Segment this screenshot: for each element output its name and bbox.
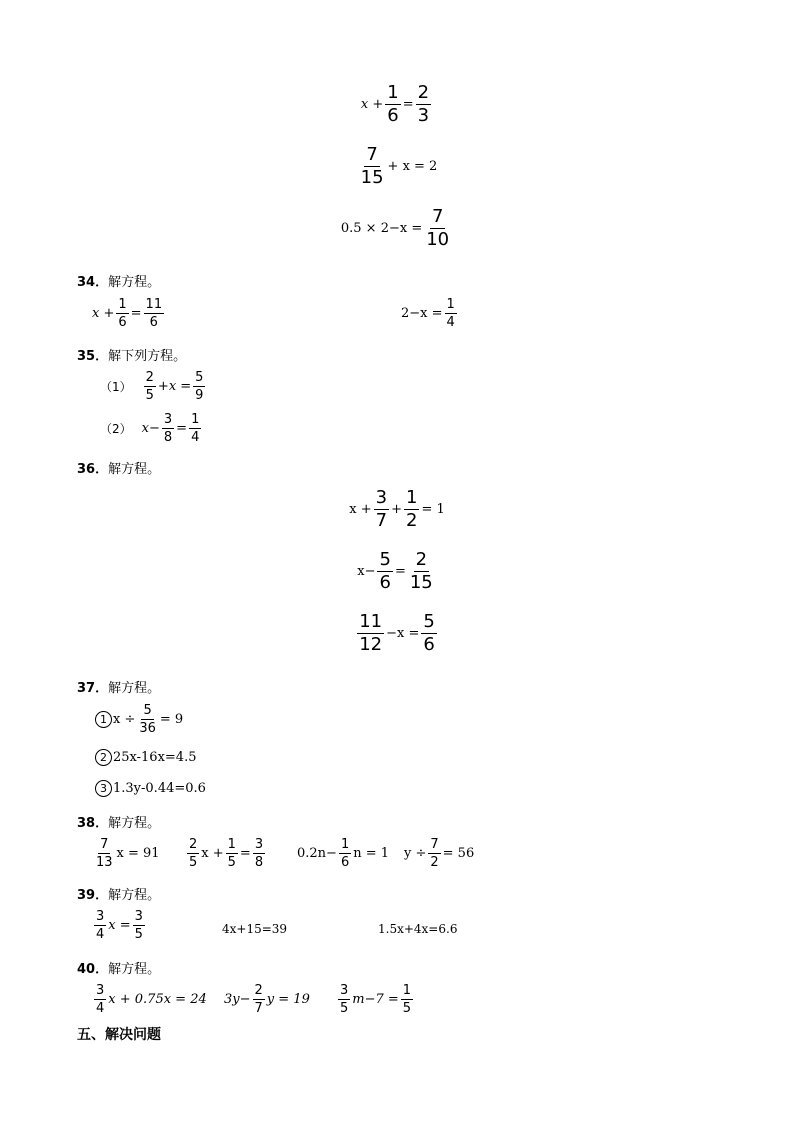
question-number: 36．	[77, 462, 109, 477]
fraction	[339, 838, 351, 869]
fraction	[424, 208, 451, 249]
numerator: 5	[195, 370, 204, 385]
numerator: 1	[340, 837, 350, 852]
equation-35-b	[100, 413, 203, 444]
fraction	[253, 838, 265, 869]
equation-text: m−7 =	[352, 992, 399, 1007]
numerator: 2	[254, 983, 263, 998]
numerator: 7	[431, 206, 444, 227]
fraction	[94, 838, 115, 869]
equation-39-a	[92, 910, 147, 941]
equation-36-c	[0, 613, 794, 654]
equation-text: =	[176, 421, 188, 436]
denominator: 10	[426, 229, 450, 250]
denominator: 4	[191, 430, 200, 445]
equation-top-2	[0, 146, 794, 187]
equation-text: x = 91	[116, 846, 160, 861]
fraction	[445, 298, 457, 329]
equation-text: 1.3y-0.44=0.6	[113, 781, 206, 796]
numerator: 1	[387, 82, 399, 103]
question-34-heading	[77, 271, 160, 290]
equation-34-a	[92, 298, 166, 329]
fraction	[94, 910, 106, 941]
denominator: 7	[375, 510, 388, 531]
equation-text: = 1	[421, 502, 445, 517]
equation-text: x +	[360, 97, 384, 112]
section-5-title: 五、解决问题	[77, 1027, 161, 1043]
question-number: 40．	[77, 962, 109, 977]
numerator: 7	[100, 837, 109, 852]
equation-text: 2−x =	[401, 306, 443, 321]
denominator: 6	[423, 634, 435, 655]
equation-40-a	[92, 984, 207, 1015]
numerator: 11	[145, 297, 163, 312]
fraction	[408, 551, 435, 592]
numerator: 3	[96, 909, 105, 924]
fraction	[374, 489, 389, 530]
denominator: 5	[227, 855, 236, 870]
denominator: 5	[340, 1001, 349, 1016]
question-title: 解方程。	[108, 888, 161, 903]
equation-text: x +	[349, 502, 372, 517]
question-number: 37．	[77, 681, 109, 696]
equation-text: =	[130, 306, 142, 321]
question-39-heading	[77, 884, 160, 903]
equation-text: y = 19	[266, 992, 310, 1007]
denominator: 15	[360, 167, 384, 188]
denominator: 2	[405, 510, 418, 531]
question-title: 解方程。	[108, 462, 161, 477]
equation-36-a	[0, 489, 794, 530]
numerator: 1	[402, 983, 412, 998]
numerator: 3	[254, 837, 264, 852]
question-number: 38．	[77, 816, 109, 831]
circled-number: 1	[95, 711, 112, 728]
fraction	[137, 704, 158, 735]
fraction	[226, 838, 238, 869]
question-title: 解方程。	[108, 816, 161, 831]
equation-37-c	[95, 780, 206, 797]
equation-39-b: 4x+15=39	[222, 922, 288, 936]
equation-37-b	[95, 749, 196, 766]
denominator: 6	[379, 572, 391, 593]
equation-text: =	[394, 564, 406, 579]
question-title: 解方程。	[108, 962, 161, 977]
numerator: 2	[415, 549, 428, 570]
equation-38-d	[404, 838, 474, 869]
fraction	[94, 984, 106, 1015]
denominator: 5	[402, 1001, 412, 1016]
denominator: 5	[134, 927, 143, 942]
fraction	[116, 298, 128, 329]
equation-top-1	[0, 84, 794, 125]
equation-text: +x =	[157, 379, 192, 394]
denominator: 7	[254, 1001, 263, 1016]
numerator: 1	[405, 487, 418, 508]
fraction	[338, 984, 350, 1015]
equation-40-c	[336, 984, 415, 1015]
equation-35-a	[100, 371, 207, 402]
fraction	[377, 551, 392, 592]
fraction	[357, 613, 384, 654]
equation-text: x +	[92, 306, 115, 321]
question-37-heading	[77, 677, 160, 696]
fraction	[359, 146, 386, 187]
equation-text: =	[239, 846, 251, 861]
equation-text: x =	[108, 918, 131, 933]
fraction	[193, 371, 205, 402]
equation-36-b	[0, 551, 794, 592]
equation-text: −x =	[386, 626, 420, 641]
equation-39-c: 1.5x+4x=6.6	[378, 922, 458, 936]
fraction	[404, 489, 419, 530]
item-tag: （2）	[100, 421, 132, 436]
equation-text: 25x-16x=4.5	[113, 750, 197, 765]
numerator: 11	[359, 611, 383, 632]
fraction	[189, 413, 201, 444]
equation-text: +	[391, 502, 402, 517]
fraction	[133, 910, 145, 941]
circled-number: 2	[95, 749, 112, 766]
numerator: 7	[430, 837, 439, 852]
numerator: 2	[417, 82, 430, 103]
equation-40-b	[224, 984, 310, 1015]
equation-38-a	[92, 838, 160, 869]
equation-38-c	[297, 838, 389, 869]
denominator: 6	[149, 315, 158, 330]
numerator: 2	[189, 837, 198, 852]
question-38-heading	[77, 812, 160, 831]
fraction	[187, 838, 199, 869]
fraction	[144, 298, 165, 329]
equation-text: x−	[357, 564, 376, 579]
numerator: 1	[191, 412, 200, 427]
question-number: 39．	[77, 888, 109, 903]
denominator: 8	[254, 855, 264, 870]
fraction	[385, 84, 400, 125]
denominator: 12	[359, 634, 383, 655]
denominator: 4	[446, 315, 455, 330]
equation-text: x ÷	[113, 712, 136, 727]
numerator: 1	[227, 837, 236, 852]
question-40-heading	[77, 958, 160, 977]
denominator: 4	[96, 927, 105, 942]
question-number: 35．	[77, 349, 109, 364]
equation-text: y ÷	[404, 846, 427, 861]
equation-text: x +	[201, 846, 224, 861]
circled-number: 3	[95, 780, 112, 797]
denominator: 6	[387, 105, 399, 126]
numerator: 3	[96, 983, 105, 998]
numerator: 3	[375, 487, 388, 508]
equation-text: 0.5 × 2−x =	[340, 221, 423, 236]
denominator: 4	[96, 1001, 105, 1016]
equation-text: = 9	[159, 712, 184, 727]
numerator: 7	[366, 144, 378, 165]
denominator: 6	[118, 315, 127, 330]
numerator: 5	[379, 549, 391, 570]
numerator: 3	[134, 909, 143, 924]
equation-38-b	[185, 838, 267, 869]
question-title: 解方程。	[108, 275, 161, 290]
denominator: 2	[430, 855, 439, 870]
equation-text: x−	[141, 421, 160, 436]
equation-text: + x = 2	[387, 159, 438, 174]
denominator: 5	[189, 855, 198, 870]
fraction	[428, 838, 440, 869]
denominator: 9	[195, 388, 204, 403]
numerator: 1	[118, 297, 127, 312]
fraction	[162, 413, 174, 444]
item-tag: （1）	[100, 379, 132, 394]
equation-text: 0.2n−	[297, 846, 337, 861]
equation-top-3	[0, 208, 794, 249]
denominator: 5	[145, 388, 154, 403]
equation-text: =	[402, 97, 414, 112]
denominator: 3	[417, 105, 430, 126]
denominator: 36	[139, 721, 156, 736]
question-number: 34．	[77, 275, 109, 290]
fraction	[144, 371, 156, 402]
equation-34-b	[401, 298, 459, 329]
numerator: 5	[423, 611, 435, 632]
denominator: 15	[409, 572, 433, 593]
question-title: 解方程。	[108, 681, 161, 696]
question-35-heading	[77, 345, 186, 364]
equation-text: 3y−	[224, 992, 251, 1007]
denominator: 6	[340, 855, 350, 870]
equation-text: x + 0.75x = 24	[108, 992, 207, 1007]
numerator: 2	[145, 370, 154, 385]
equation-text: = 56	[442, 846, 475, 861]
question-title: 解下列方程。	[108, 349, 187, 364]
equation-text: n = 1	[353, 846, 390, 861]
fraction	[253, 984, 265, 1015]
denominator: 13	[96, 855, 113, 870]
numerator: 5	[143, 703, 152, 718]
equation-37-a	[95, 704, 183, 735]
question-36-heading	[77, 458, 160, 477]
numerator: 1	[446, 297, 455, 312]
fraction	[416, 84, 431, 125]
fraction	[421, 613, 436, 654]
denominator: 8	[163, 430, 173, 445]
numerator: 3	[340, 983, 349, 998]
fraction	[401, 984, 413, 1015]
numerator: 3	[163, 412, 173, 427]
